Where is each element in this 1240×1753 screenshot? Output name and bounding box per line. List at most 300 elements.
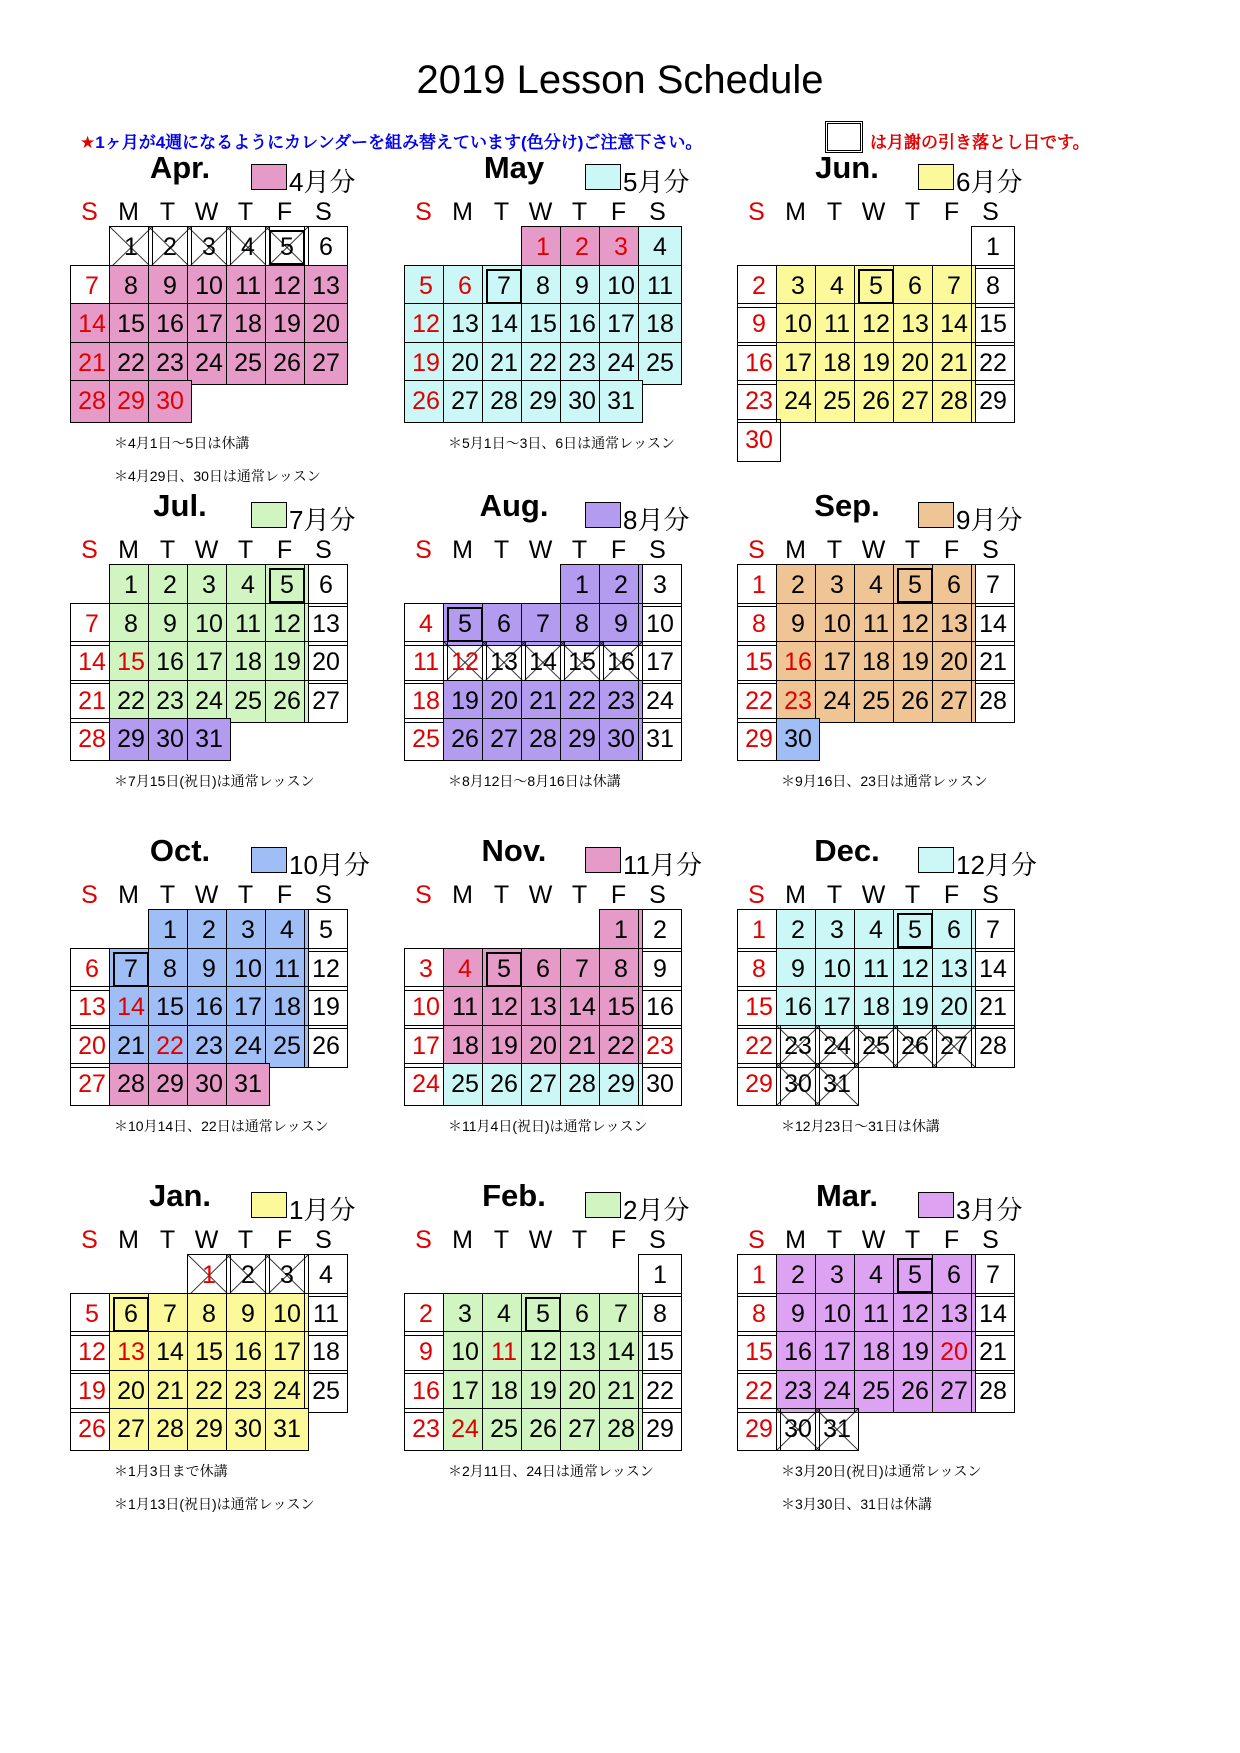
day-cell: 11 xyxy=(854,948,898,991)
weekday-header: W xyxy=(194,198,219,226)
lesson-note: ＊4月29日、30日は通常レッスン xyxy=(114,467,321,484)
day-cell: 19 xyxy=(854,342,898,385)
day-cell: 3 xyxy=(815,1254,859,1297)
weekday-header: T xyxy=(493,881,510,909)
day-cell: 29 xyxy=(560,718,604,761)
day-cell: 4 xyxy=(265,909,309,952)
day-cell: 14 xyxy=(971,948,1015,991)
day-cell: 11 xyxy=(304,1293,348,1336)
day-cell: 11 xyxy=(226,603,270,646)
day-cell: 26 xyxy=(893,680,937,723)
day-cell: 10 xyxy=(443,1331,487,1374)
month-name: Jun. xyxy=(815,150,879,185)
weekday-header: S xyxy=(415,881,432,909)
day-cell: 9 xyxy=(638,948,682,991)
day-cell: 15 xyxy=(737,641,781,684)
day-cell: 13 xyxy=(932,948,976,991)
month-calendar xyxy=(70,150,380,490)
day-cell: 20 xyxy=(932,986,976,1029)
weekday-header: S xyxy=(982,198,999,226)
day-cell: 21 xyxy=(932,342,976,385)
weekday-header: T xyxy=(159,881,176,909)
lesson-note: ＊7月15日(祝日)は通常レッスン xyxy=(114,772,315,789)
day-cell: 19 xyxy=(482,1025,526,1068)
day-cell: 11 xyxy=(404,641,448,684)
day-cell: 21 xyxy=(599,1370,643,1413)
day-cell: 3 xyxy=(443,1293,487,1336)
day-cell: 14 xyxy=(971,1293,1015,1336)
day-cell: 19 xyxy=(521,1370,565,1413)
weekday-header: T xyxy=(493,536,510,564)
day-cell: 5 xyxy=(443,603,487,646)
weekday-header: M xyxy=(118,536,139,564)
day-cell: 7 xyxy=(70,265,114,308)
day-cell: 4 xyxy=(226,564,270,607)
weekday-header: T xyxy=(826,1226,843,1254)
weekday-header: S xyxy=(748,881,765,909)
month-fee-label: 3月分 xyxy=(956,1195,1023,1225)
day-cell: 21 xyxy=(971,641,1015,684)
day-cell: 26 xyxy=(70,1408,114,1451)
weekday-header: M xyxy=(452,1226,473,1254)
month-fee-label: 9月分 xyxy=(956,505,1023,535)
day-cell: 4 xyxy=(404,603,448,646)
month-name: Oct. xyxy=(149,833,211,868)
day-cell: 9 xyxy=(737,303,781,346)
day-cell: 13 xyxy=(932,1293,976,1336)
day-cell: 29 xyxy=(638,1408,682,1451)
day-cell: 3 xyxy=(226,909,270,952)
day-cell: 1 xyxy=(521,226,565,269)
payment-day-legend-text: は月謝の引き落とし日です。 xyxy=(870,133,1090,152)
day-cell: 12 xyxy=(304,948,348,991)
day-cell: 14 xyxy=(560,986,604,1029)
day-cell: 14 xyxy=(599,1331,643,1374)
day-cell: 2 xyxy=(148,226,192,269)
day-cell: 10 xyxy=(404,986,448,1029)
day-cell: 28 xyxy=(148,1408,192,1451)
day-cell: 21 xyxy=(521,680,565,723)
weekday-header: M xyxy=(118,1226,139,1254)
day-cell: 13 xyxy=(304,603,348,646)
day-cell: 30 xyxy=(737,419,781,462)
weekday-header: S xyxy=(649,1226,666,1254)
day-cell: 8 xyxy=(737,603,781,646)
day-cell: 19 xyxy=(70,1370,114,1413)
day-cell: 26 xyxy=(854,380,898,423)
month-color-swatch xyxy=(251,502,287,528)
day-cell: 2 xyxy=(776,564,820,607)
weekday-header: M xyxy=(118,881,139,909)
day-cell: 29 xyxy=(971,380,1015,423)
month-fee-label: 12月分 xyxy=(956,850,1037,880)
weekday-header: S xyxy=(315,881,332,909)
day-cell: 10 xyxy=(776,303,820,346)
weekday-header: W xyxy=(861,536,886,564)
day-cell: 26 xyxy=(265,342,309,385)
day-cell: 25 xyxy=(854,1025,898,1068)
month-calendar xyxy=(70,1178,380,1518)
day-cell: 25 xyxy=(854,1370,898,1413)
day-cell: 31 xyxy=(265,1408,309,1451)
star-icon: ★ xyxy=(80,133,96,152)
day-cell: 31 xyxy=(638,718,682,761)
month-color-swatch xyxy=(585,502,621,528)
month-fee-label: 11月分 xyxy=(623,850,702,880)
day-cell: 23 xyxy=(776,680,820,723)
day-cell: 12 xyxy=(893,603,937,646)
day-cell: 30 xyxy=(776,1408,820,1451)
day-cell: 15 xyxy=(599,986,643,1029)
day-cell: 2 xyxy=(187,909,231,952)
day-cell: 18 xyxy=(854,1331,898,1374)
weekday-header: T xyxy=(493,198,510,226)
day-cell: 23 xyxy=(148,680,192,723)
day-cell: 17 xyxy=(638,641,682,684)
day-cell: 10 xyxy=(815,1293,859,1336)
day-cell: 16 xyxy=(599,641,643,684)
weekday-header: F xyxy=(276,881,293,909)
day-cell: 17 xyxy=(815,986,859,1029)
day-cell: 15 xyxy=(148,986,192,1029)
day-cell: 6 xyxy=(932,909,976,952)
day-cell: 28 xyxy=(971,680,1015,723)
day-cell: 10 xyxy=(638,603,682,646)
day-cell: 20 xyxy=(893,342,937,385)
day-cell: 28 xyxy=(599,1408,643,1451)
day-cell: 30 xyxy=(560,380,604,423)
day-cell: 12 xyxy=(265,265,309,308)
day-cell: 8 xyxy=(521,265,565,308)
day-cell: 21 xyxy=(70,342,114,385)
weekday-header: W xyxy=(528,536,553,564)
day-cell: 22 xyxy=(599,1025,643,1068)
weekday-header: T xyxy=(571,1226,588,1254)
weekday-header: T xyxy=(159,1226,176,1254)
day-cell: 15 xyxy=(737,1331,781,1374)
day-cell: 6 xyxy=(932,1254,976,1297)
month-calendar xyxy=(404,1178,714,1518)
day-cell: 9 xyxy=(404,1331,448,1374)
day-cell: 8 xyxy=(599,948,643,991)
weekday-header: F xyxy=(943,881,960,909)
day-cell: 4 xyxy=(304,1254,348,1297)
day-cell: 5 xyxy=(265,564,309,607)
day-cell: 20 xyxy=(304,641,348,684)
day-cell: 1 xyxy=(599,909,643,952)
day-cell: 10 xyxy=(599,265,643,308)
day-cell: 14 xyxy=(482,303,526,346)
weekday-header: S xyxy=(649,536,666,564)
weekday-header: T xyxy=(237,198,254,226)
weekday-header: S xyxy=(315,536,332,564)
day-cell: 22 xyxy=(737,680,781,723)
day-cell: 2 xyxy=(226,1254,270,1297)
month-calendar xyxy=(737,488,1047,828)
day-cell: 8 xyxy=(971,265,1015,308)
day-cell: 18 xyxy=(304,1331,348,1374)
day-cell: 7 xyxy=(971,564,1015,607)
month-calendar xyxy=(70,488,380,828)
day-cell: 4 xyxy=(638,226,682,269)
day-cell: 12 xyxy=(893,948,937,991)
day-cell: 26 xyxy=(404,380,448,423)
weekday-header: S xyxy=(81,198,98,226)
weekday-header: S xyxy=(415,1226,432,1254)
lesson-note: ＊8月12日～8月16日は休講 xyxy=(448,772,621,789)
weekday-header: S xyxy=(748,1226,765,1254)
day-cell: 19 xyxy=(443,680,487,723)
month-color-swatch xyxy=(585,1192,621,1218)
day-cell: 25 xyxy=(226,342,270,385)
day-cell: 8 xyxy=(109,265,153,308)
weekday-header: T xyxy=(571,536,588,564)
lesson-note: ＊5月1日～3日、6日は通常レッスン xyxy=(448,434,676,451)
day-cell: 30 xyxy=(776,718,820,761)
day-cell: 11 xyxy=(854,603,898,646)
day-cell: 23 xyxy=(226,1370,270,1413)
day-cell: 30 xyxy=(776,1063,820,1106)
weekday-header: S xyxy=(649,881,666,909)
day-cell: 3 xyxy=(404,948,448,991)
day-cell: 15 xyxy=(737,986,781,1029)
day-cell: 17 xyxy=(815,641,859,684)
weekday-header: S xyxy=(315,1226,332,1254)
day-cell: 8 xyxy=(737,1293,781,1336)
day-cell: 1 xyxy=(148,909,192,952)
day-cell: 14 xyxy=(521,641,565,684)
weekday-header: T xyxy=(237,881,254,909)
day-cell: 10 xyxy=(815,603,859,646)
day-cell: 15 xyxy=(971,303,1015,346)
day-cell: 24 xyxy=(265,1370,309,1413)
day-cell: 9 xyxy=(148,265,192,308)
day-cell: 29 xyxy=(187,1408,231,1451)
weekday-header: T xyxy=(237,536,254,564)
day-cell: 3 xyxy=(187,226,231,269)
day-cell: 31 xyxy=(187,718,231,761)
day-cell: 11 xyxy=(482,1331,526,1374)
day-cell: 15 xyxy=(187,1331,231,1374)
day-cell: 14 xyxy=(932,303,976,346)
day-cell: 25 xyxy=(638,342,682,385)
day-cell: 3 xyxy=(187,564,231,607)
day-cell: 17 xyxy=(776,342,820,385)
lesson-note: ＊1月3日まで休講 xyxy=(114,1462,228,1479)
day-cell: 31 xyxy=(599,380,643,423)
day-cell: 20 xyxy=(932,641,976,684)
day-cell: 6 xyxy=(932,564,976,607)
month-name: Dec. xyxy=(814,833,880,868)
day-cell: 22 xyxy=(148,1025,192,1068)
day-cell: 5 xyxy=(893,1254,937,1297)
notice-body: 1ヶ月が4週になるようにカレンダーを組み替えています(色分け)ご注意下さい。 xyxy=(95,133,703,152)
day-cell: 4 xyxy=(854,564,898,607)
day-cell: 12 xyxy=(893,1293,937,1336)
day-cell: 1 xyxy=(109,226,153,269)
day-cell: 18 xyxy=(854,641,898,684)
day-cell: 30 xyxy=(148,718,192,761)
day-cell: 7 xyxy=(971,1254,1015,1297)
day-cell: 20 xyxy=(304,303,348,346)
day-cell: 17 xyxy=(226,986,270,1029)
day-cell: 28 xyxy=(971,1025,1015,1068)
weekday-header: S xyxy=(982,881,999,909)
month-color-swatch xyxy=(585,847,621,873)
day-cell: 21 xyxy=(148,1370,192,1413)
day-cell: 7 xyxy=(560,948,604,991)
weekday-header: T xyxy=(571,198,588,226)
day-cell: 18 xyxy=(443,1025,487,1068)
day-cell: 14 xyxy=(971,603,1015,646)
weekday-header: T xyxy=(904,536,921,564)
weekday-header: F xyxy=(610,536,627,564)
day-cell: 22 xyxy=(971,342,1015,385)
weekday-header: S xyxy=(982,536,999,564)
day-cell: 5 xyxy=(854,265,898,308)
day-cell: 22 xyxy=(737,1025,781,1068)
day-cell: 13 xyxy=(70,986,114,1029)
day-cell: 28 xyxy=(70,380,114,423)
day-cell: 27 xyxy=(521,1063,565,1106)
weekday-header: S xyxy=(81,881,98,909)
day-cell: 31 xyxy=(815,1408,859,1451)
day-cell: 9 xyxy=(776,948,820,991)
day-cell: 2 xyxy=(776,1254,820,1297)
day-cell: 12 xyxy=(265,603,309,646)
lesson-note: ＊4月1日～5日は休講 xyxy=(114,434,250,451)
day-cell: 21 xyxy=(971,1331,1015,1374)
weekday-header: M xyxy=(118,198,139,226)
day-cell: 3 xyxy=(815,564,859,607)
day-cell: 27 xyxy=(932,1025,976,1068)
payment-day-legend-box xyxy=(825,121,863,153)
day-cell: 22 xyxy=(187,1370,231,1413)
day-cell: 19 xyxy=(304,986,348,1029)
month-name: Feb. xyxy=(482,1178,546,1213)
day-cell: 29 xyxy=(737,718,781,761)
day-cell: 17 xyxy=(265,1331,309,1374)
day-cell: 6 xyxy=(304,564,348,607)
day-cell: 24 xyxy=(815,1025,859,1068)
day-cell: 25 xyxy=(404,718,448,761)
day-cell: 21 xyxy=(109,1025,153,1068)
day-cell: 2 xyxy=(638,909,682,952)
day-cell: 22 xyxy=(109,680,153,723)
day-cell: 2 xyxy=(776,909,820,952)
day-cell: 4 xyxy=(815,265,859,308)
day-cell: 18 xyxy=(482,1370,526,1413)
day-cell: 4 xyxy=(443,948,487,991)
weekday-header: S xyxy=(81,1226,98,1254)
day-cell: 18 xyxy=(815,342,859,385)
day-cell: 16 xyxy=(560,303,604,346)
day-cell: 29 xyxy=(521,380,565,423)
weekday-header: F xyxy=(276,198,293,226)
day-cell: 4 xyxy=(854,1254,898,1297)
day-cell: 28 xyxy=(560,1063,604,1106)
month-calendar xyxy=(737,150,1047,490)
day-cell: 9 xyxy=(776,603,820,646)
day-cell: 28 xyxy=(482,380,526,423)
month-name: Jul. xyxy=(153,488,207,523)
day-cell: 17 xyxy=(815,1331,859,1374)
weekday-header: T xyxy=(493,1226,510,1254)
day-cell: 12 xyxy=(443,641,487,684)
month-fee-label: 4月分 xyxy=(289,167,356,197)
day-cell: 5 xyxy=(304,909,348,952)
weekday-header: T xyxy=(904,881,921,909)
day-cell: 19 xyxy=(265,303,309,346)
month-fee-label: 5月分 xyxy=(623,167,690,197)
day-cell: 16 xyxy=(638,986,682,1029)
day-cell: 7 xyxy=(521,603,565,646)
day-cell: 13 xyxy=(521,986,565,1029)
day-cell: 13 xyxy=(560,1331,604,1374)
day-cell: 5 xyxy=(265,226,309,269)
day-cell: 13 xyxy=(109,1331,153,1374)
month-fee-label: 7月分 xyxy=(289,505,356,535)
day-cell: 10 xyxy=(815,948,859,991)
month-name: Mar. xyxy=(815,1178,879,1213)
weekday-header: S xyxy=(748,536,765,564)
day-cell: 8 xyxy=(187,1293,231,1336)
day-cell: 11 xyxy=(265,948,309,991)
day-cell: 24 xyxy=(443,1408,487,1451)
day-cell: 22 xyxy=(521,342,565,385)
weekday-header: F xyxy=(610,881,627,909)
day-cell: 6 xyxy=(304,226,348,269)
weekday-header: W xyxy=(861,881,886,909)
day-cell: 26 xyxy=(521,1408,565,1451)
day-cell: 15 xyxy=(560,641,604,684)
day-cell: 3 xyxy=(599,226,643,269)
day-cell: 21 xyxy=(971,986,1015,1029)
day-cell: 26 xyxy=(482,1063,526,1106)
month-name: Aug. xyxy=(479,488,549,523)
day-cell: 23 xyxy=(560,342,604,385)
weekday-header: S xyxy=(315,198,332,226)
day-cell: 15 xyxy=(521,303,565,346)
day-cell: 27 xyxy=(304,342,348,385)
day-cell: 19 xyxy=(893,641,937,684)
day-cell: 8 xyxy=(737,948,781,991)
day-cell: 2 xyxy=(599,564,643,607)
day-cell: 24 xyxy=(404,1063,448,1106)
day-cell: 24 xyxy=(638,680,682,723)
day-cell: 18 xyxy=(226,303,270,346)
day-cell: 30 xyxy=(638,1063,682,1106)
day-cell: 17 xyxy=(187,303,231,346)
weekday-header: S xyxy=(982,1226,999,1254)
day-cell: 25 xyxy=(265,1025,309,1068)
weekday-header: W xyxy=(194,881,219,909)
weekday-header: T xyxy=(826,881,843,909)
day-cell: 7 xyxy=(599,1293,643,1336)
weekday-header: S xyxy=(748,198,765,226)
lesson-note: ＊2月11日、24日は通常レッスン xyxy=(448,1462,654,1479)
day-cell: 25 xyxy=(304,1370,348,1413)
day-cell: 3 xyxy=(638,564,682,607)
weekday-header: F xyxy=(610,198,627,226)
day-cell: 12 xyxy=(521,1331,565,1374)
day-cell: 1 xyxy=(737,909,781,952)
day-cell: 23 xyxy=(599,680,643,723)
day-cell: 23 xyxy=(776,1025,820,1068)
day-cell: 30 xyxy=(148,380,192,423)
day-cell: 12 xyxy=(482,986,526,1029)
lesson-note: ＊1月13日(祝日)は通常レッスン xyxy=(114,1495,315,1512)
